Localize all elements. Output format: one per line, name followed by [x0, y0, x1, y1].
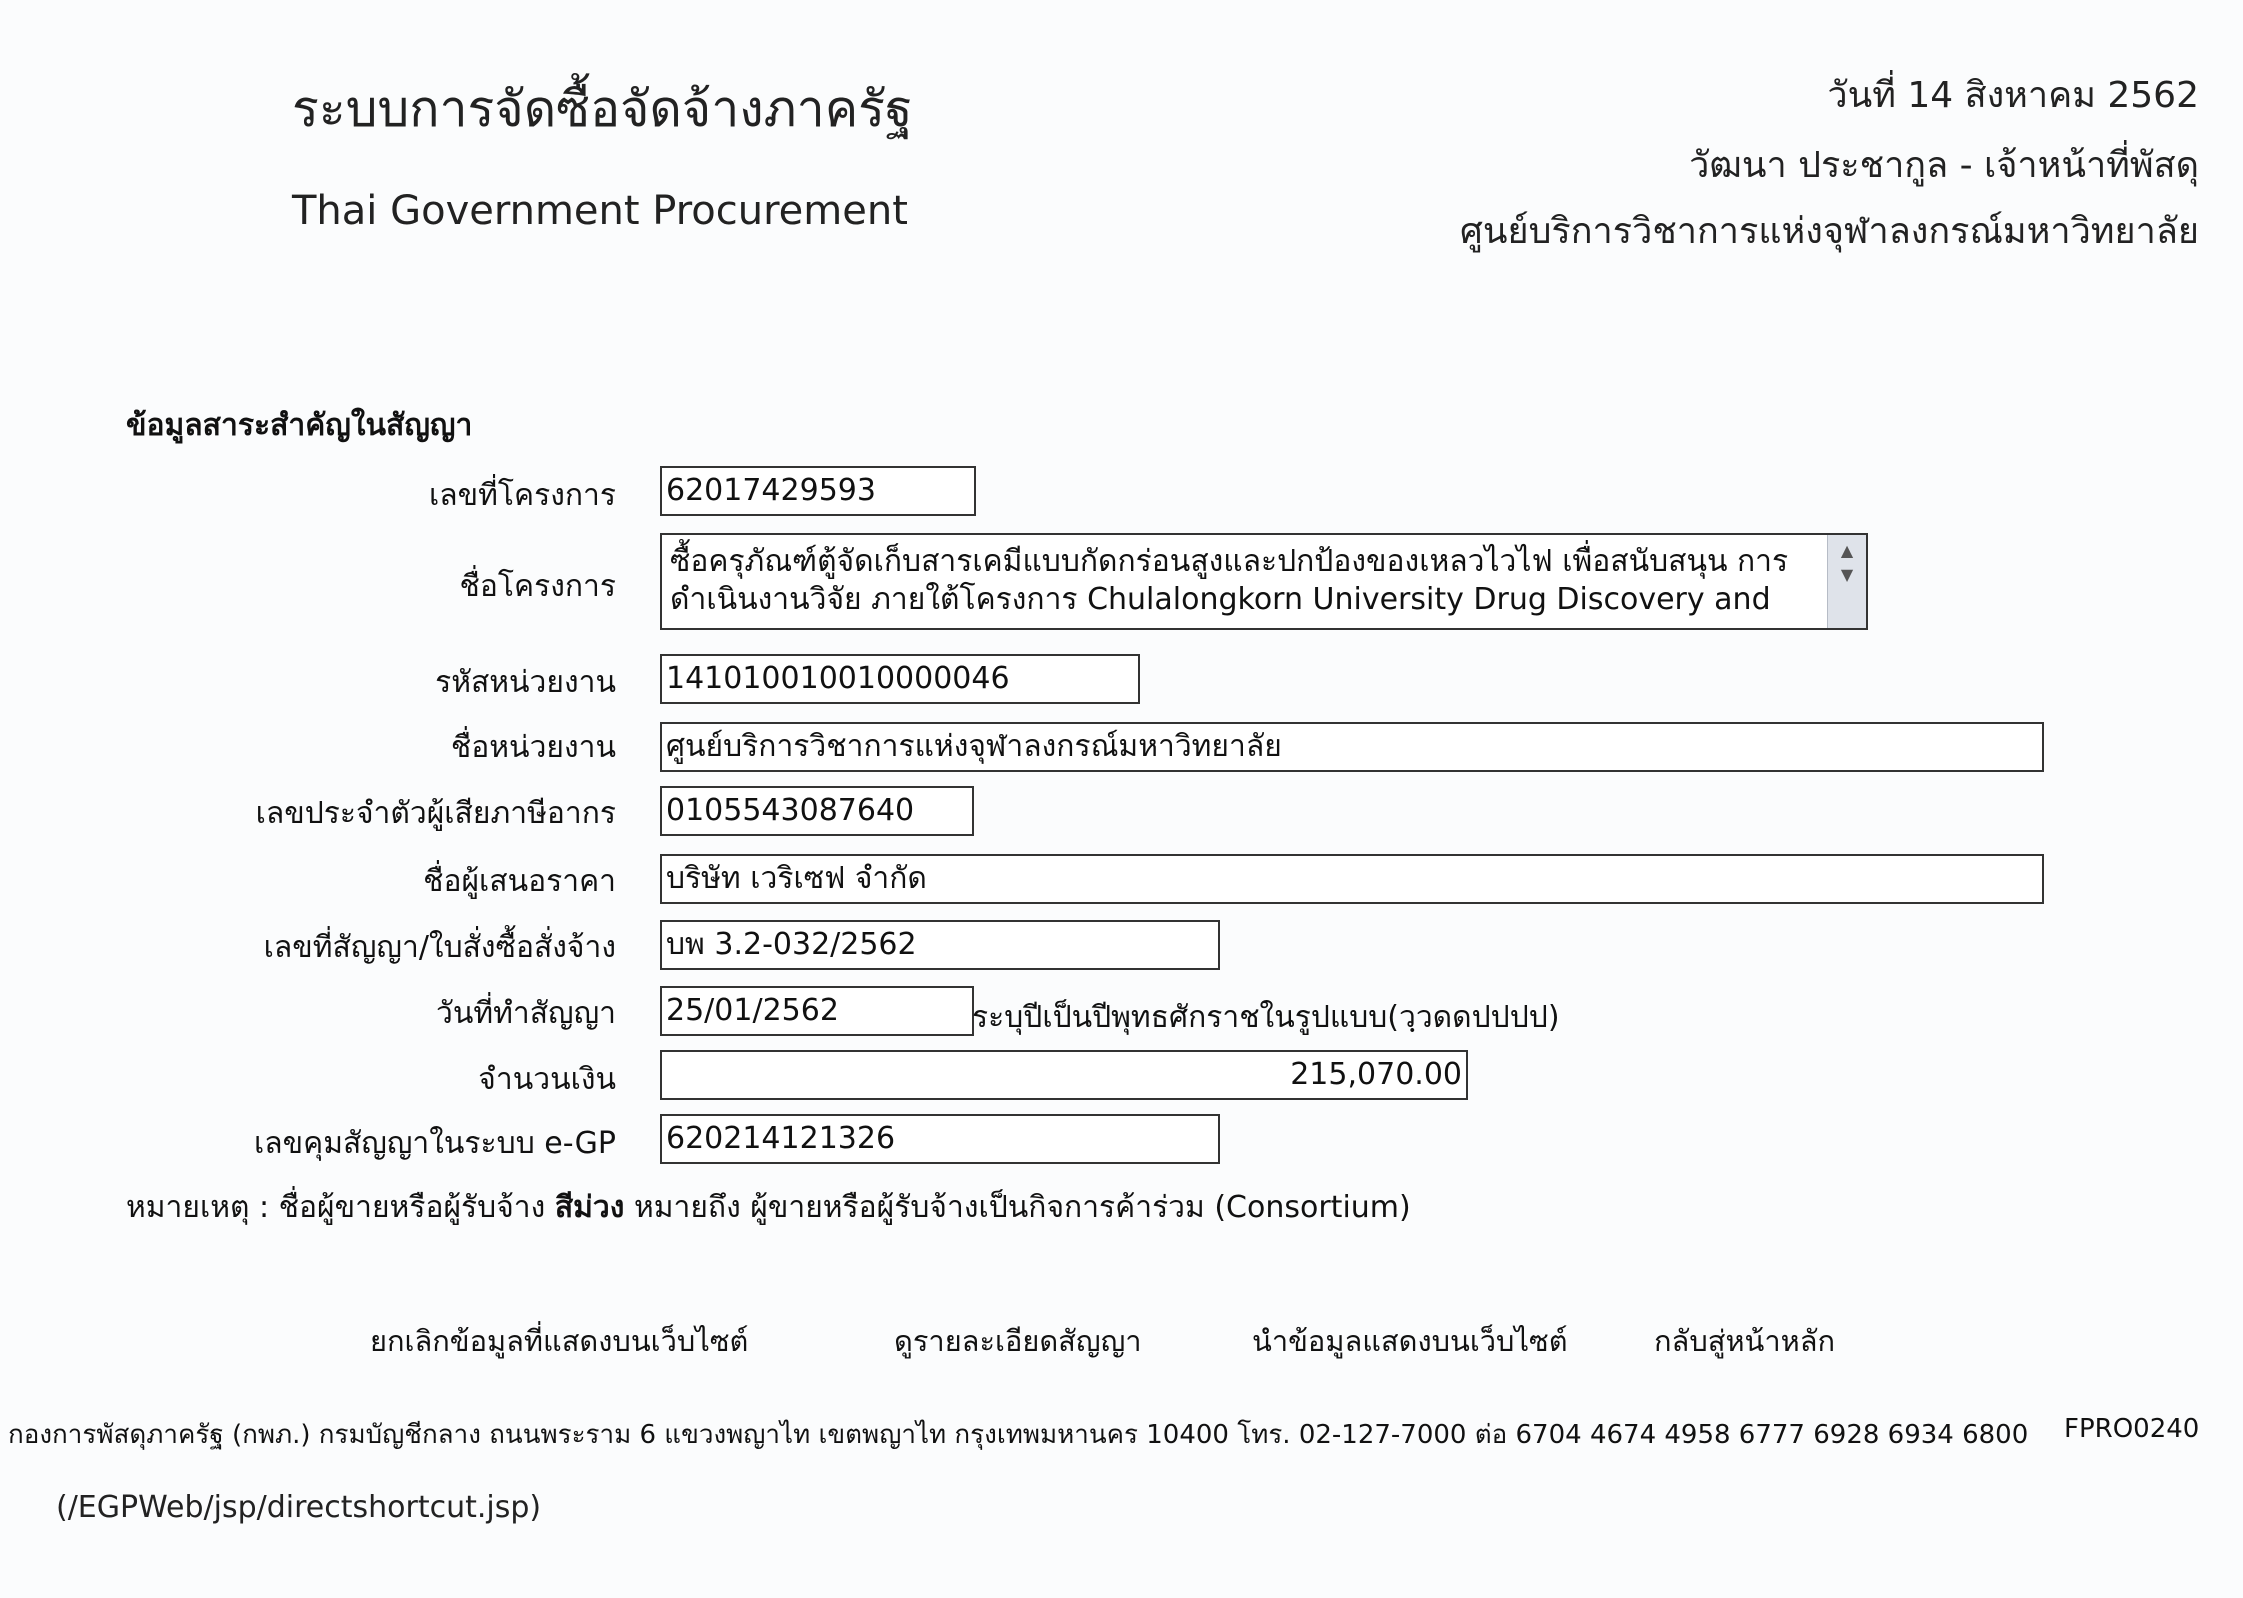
project-name-text: ซื้อครุภัณฑ์ตู้จัดเก็บสารเคมีแบบกัดกร่อนสูงและปกป้องของเหลวไวไฟ เพื่อสนับสนุน การดำเนินงานวิจัย ภายใต้โครงการ Chulalongkorn University Drug Discovery and	[670, 544, 1789, 617]
scroll-down-icon[interactable]: ▼	[1840, 565, 1854, 584]
unit-name-label: ชื่อหน่วยงาน	[450, 730, 616, 765]
project-no-label: เลขที่โครงการ	[429, 478, 616, 513]
cancel-display-link[interactable]: ยกเลิกข้อมูลที่แสดงบนเว็บไซต์	[370, 1324, 749, 1358]
bidder-name-field[interactable]: บริษัท เวริเซฟ จำกัด	[660, 854, 2044, 904]
unit-code-field[interactable]: 141010010010000046	[660, 654, 1140, 704]
note-suffix: หมายถึง ผู้ขายหรือผู้รับจ้างเป็นกิจการค้าร่วม (Consortium)	[624, 1190, 1411, 1225]
footer-address: กองการพัสดุภาครัฐ (กพภ.) กรมบัญชีกลาง ถนนพระราม 6 แขวงพญาไท เขตพญาไท กรุงเทพมหานคร 10400 โทร. 02-127-7000 ต่อ 6704 4674 4958 6777 6928 6934 6800	[8, 1420, 2029, 1450]
user-name-role: วัฒนา ประชากูล - เจ้าหน้าที่พัสดุ	[1689, 145, 2199, 186]
current-date: วันที่ 14 สิงหาคม 2562	[1827, 75, 2199, 116]
project-name-textarea[interactable]	[660, 533, 1868, 630]
unit-name-field[interactable]: ศูนย์บริการวิชาการแห่งจุฬาลงกรณ์มหาวิทยาลัย	[660, 722, 2044, 772]
contract-no-field[interactable]: บพ 3.2-032/2562	[660, 920, 1220, 970]
bidder-name-label: ชื่อผู้เสนอราคา	[423, 864, 616, 899]
tax-id-label: เลขประจำตัวผู้เสียภาษีอากร	[255, 796, 616, 831]
contract-no-label: เลขที่สัญญา/ใบสั่งซื้อสั่งจ้าง	[263, 930, 616, 965]
amount-field[interactable]: 215,070.00	[660, 1050, 1468, 1100]
user-organization: ศูนย์บริการวิชาการแห่งจุฬาลงกรณ์มหาวิทยาลัย	[1460, 211, 2199, 252]
back-to-home-link[interactable]: กลับสู่หน้าหลัก	[1654, 1324, 1836, 1358]
project-no-field[interactable]: 62017429593	[660, 466, 976, 516]
page-code: FPRO0240	[2064, 1414, 2200, 1444]
contract-date-label: วันที่ทำสัญญา	[435, 996, 616, 1031]
system-title-thai: ระบบการจัดซื้อจัดจ้างภาครัฐ	[292, 80, 913, 138]
publish-to-website-link[interactable]: นำข้อมูลแสดงบนเว็บไซต์	[1252, 1324, 1568, 1358]
consortium-note	[126, 1184, 1411, 1231]
egp-no-field[interactable]: 620214121326	[660, 1114, 1220, 1164]
egp-no-label: เลขคุมสัญญาในระบบ e-GP	[254, 1126, 616, 1161]
project-name-scrollbar[interactable]	[1827, 535, 1866, 628]
unit-code-label: รหัสหน่วยงาน	[435, 665, 616, 700]
amount-label: จำนวนเงิน	[478, 1062, 616, 1097]
contract-date-field[interactable]: 25/01/2562	[660, 986, 974, 1036]
note-prefix: หมายเหตุ : ชื่อผู้ขายหรือผู้รับจ้าง	[126, 1190, 555, 1225]
view-contract-details-link[interactable]: ดูรายละเอียดสัญญา	[894, 1324, 1142, 1358]
scroll-up-icon[interactable]: ▲	[1840, 541, 1854, 560]
contract-date-hint: ระบุปีเป็นปีพุทธศักราชในรูปแบบ(วฺวดดปปปป)	[972, 1000, 1560, 1035]
note-highlight: สีม่วง	[554, 1190, 625, 1225]
page-url: (/EGPWeb/jsp/directshortcut.jsp)	[56, 1490, 542, 1525]
section-title: ข้อมูลสาระสำคัญในสัญญา	[126, 408, 473, 443]
project-name-label: ชื่อโครงการ	[459, 569, 616, 604]
system-title-english: Thai Government Procurement	[292, 188, 908, 234]
tax-id-field[interactable]: 0105543087640	[660, 786, 974, 836]
